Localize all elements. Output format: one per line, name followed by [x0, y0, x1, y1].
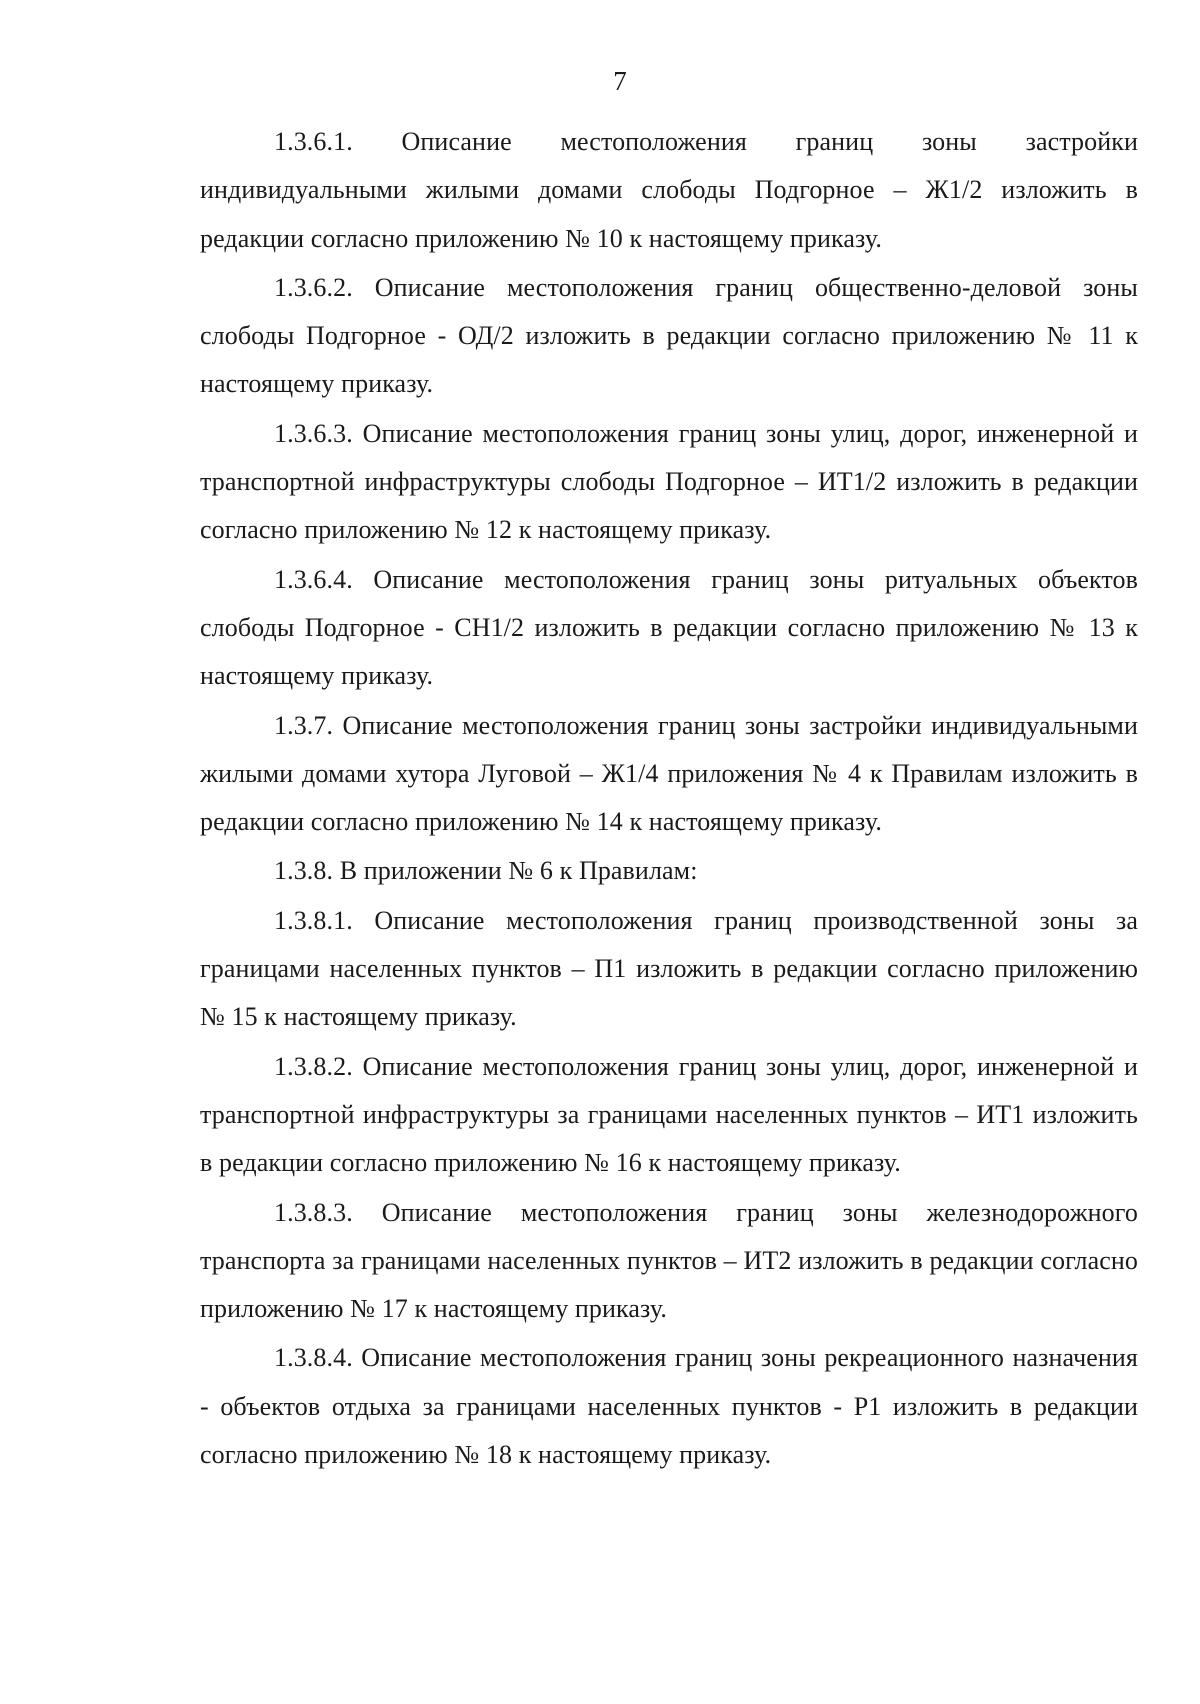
paragraph-1-3-8-1: 1.3.8.1. Описание местоположения границ производственной зоны за границами населенных пунктов – П1 изложить в редакции согласно приложению № 15 к настоящему приказу. — [200, 905, 1138, 1032]
paragraph-1-3-8-3: 1.3.8.3. Описание местоположения границ зоны железнодорожного транспорта за границами населенных пунктов – ИТ2 изложить в редакции согласно приложению № 17 к настоящему приказу. — [200, 1197, 1138, 1324]
document-body — [200, 118, 1138, 1480]
paragraph-1-3-6-2: 1.3.6.2. Описание местоположения границ общественно-деловой зоны слободы Подгорное - ОД/2 изложить в редакции согласно приложению № 11 к настоящему приказу. — [200, 272, 1138, 399]
paragraph-1-3-6-3: 1.3.6.3. Описание местоположения границ зоны улиц, дорог, инженерной и транспортной инфраструктуры слободы Подгорное – ИТ1/2 изложить в редакции согласно приложению № 12 к настоящему приказу. — [200, 418, 1138, 545]
paragraph-1-3-6-1: 1.3.6.1. Описание местоположения границ зоны застройки индивидуальными жилыми домами слободы Подгорное – Ж1/2 изложить в редакции согласно приложению № 10 к настоящему приказу. — [200, 127, 1138, 253]
paragraph-1-3-8: 1.3.8. В приложении № 6 к Правилам: — [274, 856, 698, 886]
paragraph-1-3-8-2: 1.3.8.2. Описание местоположения границ зоны улиц, дорог, инженерной и транспортной инфраструктуры за границами населенных пунктов – ИТ1 изложить в редакции согласно приложению № 16 к настоящему приказу. — [200, 1051, 1138, 1178]
paragraph-1-3-7: 1.3.7. Описание местоположения границ зоны застройки индивидуальными жилыми домами хутора Луговой – Ж1/4 приложения № 4 к Правилам изложить в редакции согласно приложению № 14 к настоящему приказу. — [200, 710, 1138, 837]
paragraph-1-3-8-4: 1.3.8.4. Описание местоположения границ зоны рекреационного назначения - объектов отдыха за границами населенных пунктов - Р1 изложить в редакции согласно приложению № 18 к настоящему приказу. — [200, 1343, 1138, 1470]
paragraph-1-3-6-4: 1.3.6.4. Описание местоположения границ зоны ритуальных объектов слободы Подгорное - СН1/2 изложить в редакции согласно приложению № 13 к настоящему приказу. — [200, 564, 1138, 691]
page-number: 7 — [613, 66, 627, 96]
